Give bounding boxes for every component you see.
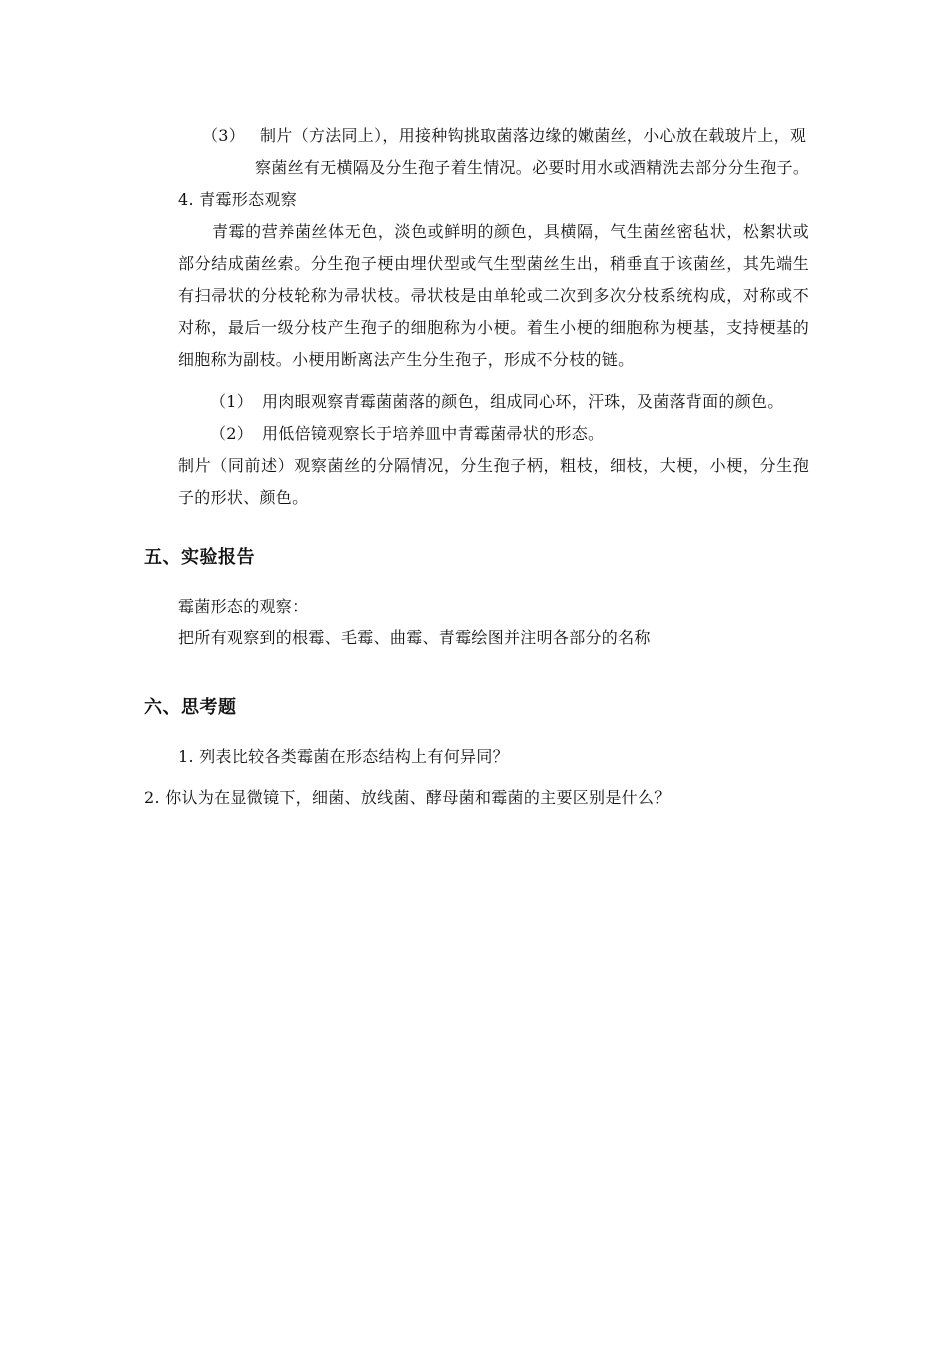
step-2-text: 用低倍镜观察长于培养皿中青霉菌帚状的形态。 — [262, 424, 605, 443]
slide-prep-line-2: 子的形状、颜色。 — [178, 488, 309, 507]
section-5-heading: 五、实验报告 — [144, 547, 255, 568]
question-1: 1. 列表比较各类霉菌在形态结构上有何异同？ — [178, 747, 509, 766]
question-2: 2. 你认为在显微镜下，细菌、放线菌、酵母菌和霉菌的主要区别是什么？ — [144, 788, 671, 807]
step-2-marker: （2） — [210, 424, 254, 443]
section-5-line-2: 把所有观察到的根霉、毛霉、曲霉、青霉绘图并注明各部分的名称 — [178, 628, 651, 647]
section-4-paragraph-line-1: 青霉的营养菌丝体无色，淡色或鲜明的颜色，具横隔，气生菌丝密毡状，松絮状或 — [212, 222, 809, 241]
section-4-title: 4. 青霉形态观察 — [178, 190, 298, 209]
section-4-paragraph-line-3: 有扫帚状的分枝轮称为帚状枝。帚状枝是由单轮或二次到多次分枝系统构成，对称或不 — [178, 286, 809, 305]
step-3-text-1: 制片（方法同上），用接种钩挑取菌落边缘的嫩菌丝，小心放在载玻片上，观 — [260, 126, 807, 145]
section-6-heading: 六、思考题 — [144, 697, 237, 718]
step-3-line-2: 察菌丝有无横隔及分生孢子着生情况。必要时用水或酒精洗去部分分生孢子。 — [255, 158, 810, 177]
section-5-line-1: 霉菌形态的观察： — [178, 597, 309, 616]
section-4-paragraph-line-4: 对称，最后一级分枝产生孢子的细胞称为小梗。着生小梗的细胞称为梗基，支持梗基的 — [178, 318, 809, 337]
slide-prep-line-1: 制片（同前述）观察菌丝的分隔情况，分生孢子柄，粗枝，细枝，大梗，小梗，分生孢 — [178, 456, 809, 475]
section-4-paragraph-line-2: 部分结成菌丝索。分生孢子梗由埋伏型或气生型菌丝生出，稍垂直于该菌丝，其先端生 — [178, 254, 809, 273]
step-1-marker: （1） — [210, 392, 254, 411]
section-4-step-2 — [210, 424, 604, 444]
section-4-step-1 — [210, 392, 784, 412]
section-4-paragraph-line-5: 细胞称为副枝。小梗用断离法产生分生孢子，形成不分枝的链。 — [178, 350, 635, 369]
step-3-marker: （3） — [202, 126, 246, 145]
step-3-line-1 — [202, 126, 809, 146]
step-1-text: 用肉眼观察青霉菌菌落的颜色，组成同心环，汗珠，及菌落背面的颜色。 — [262, 392, 784, 411]
